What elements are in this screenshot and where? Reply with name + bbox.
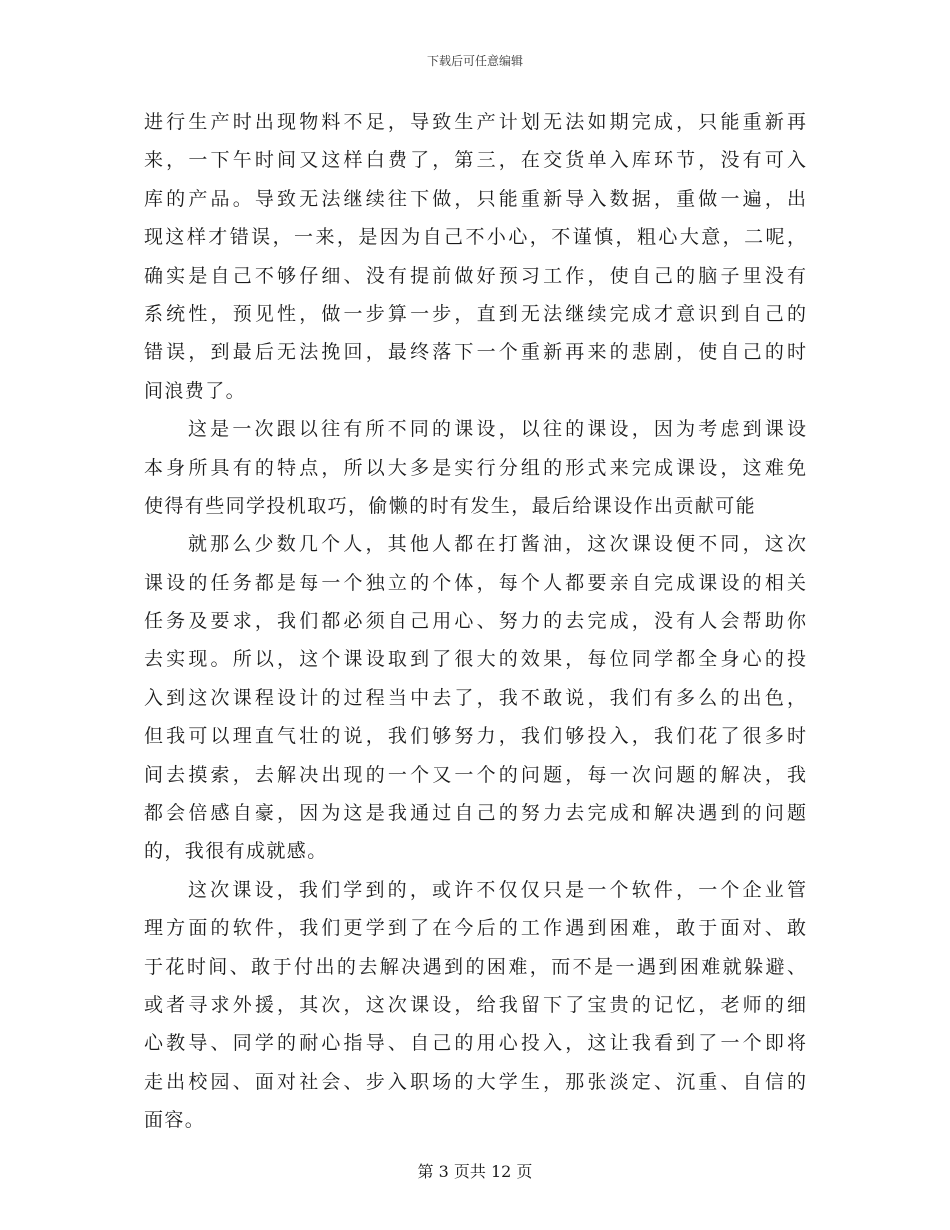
text-line: 就那么少数几个人，其他人都在打酱油，这次课设便不同，这次 bbox=[188, 533, 806, 556]
text-line: 确实是自己不够仔细、没有提前做好预习工作，使自己的脑子里没有 bbox=[144, 264, 806, 287]
text-line: 面容。 bbox=[144, 1109, 206, 1132]
text-line: 课设的任务都是每一个独立的个体，每个人都要亲自完成课设的相关 bbox=[144, 571, 806, 594]
text-line: 来，一下午时间又这样白费了，第三，在交货单入库环节，没有可入 bbox=[144, 149, 806, 172]
text-line: 于花时间、敢于付出的去解决遇到的困难，而不是一遇到困难就躲避、 bbox=[144, 955, 806, 978]
text-line: 系统性，预见性，做一步算一步，直到无法继续完成才意识到自己的 bbox=[144, 302, 806, 325]
text-line: 或者寻求外援，其次，这次课设，给我留下了宝贵的记忆，老师的细 bbox=[144, 993, 806, 1016]
text-line: 心教导、同学的耐心指导、自己的用心投入，这让我看到了一个即将 bbox=[144, 1032, 806, 1055]
text-line: 入到这次课程设计的过程当中去了，我不敢说，我们有多么的出色， bbox=[144, 686, 806, 709]
text-line: 现这样才错误，一来，是因为自己不小心，不谨慎，粗心大意，二呢， bbox=[144, 226, 806, 249]
text-line: 这是一次跟以往有所不同的课设，以往的课设，因为考虑到课设 bbox=[188, 418, 806, 441]
document-body bbox=[144, 103, 806, 1140]
text-line: 走出校园、面对社会、步入职场的大学生，那张淡定、沉重、自信的 bbox=[144, 1070, 806, 1093]
page-footer: 第 3 页共 12 页 bbox=[417, 1162, 533, 1181]
text-line: 库的产品。导致无法继续往下做，只能重新导入数据，重做一遍，出 bbox=[144, 187, 806, 210]
text-line: 但我可以理直气壮的说，我们够努力，我们够投入，我们花了很多时 bbox=[144, 725, 806, 748]
text-line: 进行生产时出现物料不足，导致生产计划无法如期完成，只能重新再 bbox=[144, 111, 806, 133]
text-line: 理方面的软件，我们更学到了在今后的工作遇到困难，敢于面对、敢 bbox=[144, 917, 806, 940]
text-line: 去实现。所以，这个课设取到了很大的效果，每位同学都全身心的投 bbox=[144, 648, 806, 671]
page-header: 下载后可任意编辑 bbox=[426, 54, 523, 68]
text-line: 本身所具有的特点，所以大多是实行分组的形式来完成课设，这难免 bbox=[144, 456, 806, 479]
paragraph bbox=[144, 871, 806, 1140]
text-line: 任务及要求，我们都必须自己用心、努力的去完成，没有人会帮助你 bbox=[144, 610, 806, 633]
paragraph bbox=[144, 525, 806, 871]
text-line: 都会倍感自豪，因为这是我通过自己的努力去完成和解决遇到的问题 bbox=[144, 802, 806, 825]
text-line: 错误，到最后无法挽回，最终落下一个重新再来的悲剧，使自己的时 bbox=[144, 341, 806, 364]
text-line: 间浪费了。 bbox=[144, 379, 247, 402]
text-line: 间去摸索，去解决出现的一个又一个的问题，每一次问题的解决，我 bbox=[144, 763, 806, 786]
text-line: 使得有些同学投机取巧，偷懒的时有发生，最后给课设作出贡献可能 bbox=[144, 494, 757, 517]
text-line: 的，我很有成就感。 bbox=[144, 840, 328, 863]
paragraph bbox=[144, 410, 806, 525]
paragraph bbox=[144, 103, 806, 410]
text-line: 这次课设，我们学到的，或许不仅仅只是一个软件，一个企业管 bbox=[188, 878, 806, 901]
